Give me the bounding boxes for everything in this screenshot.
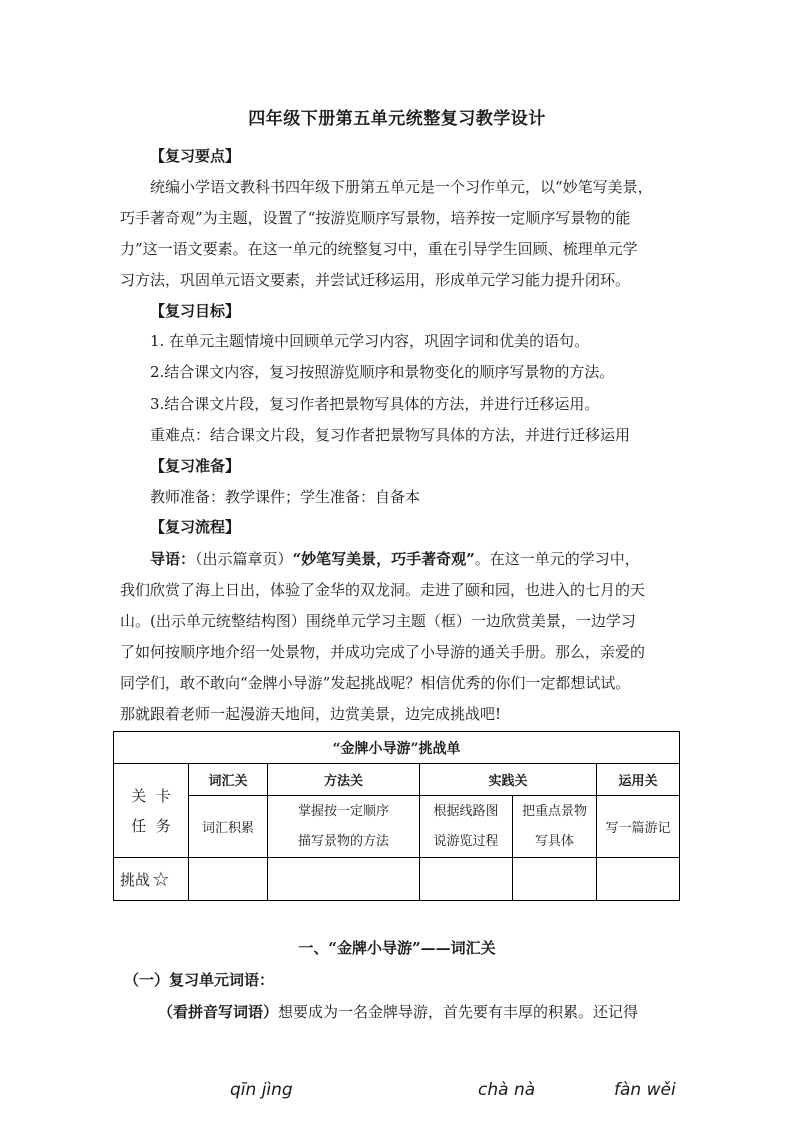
- section-paragraph: [158, 1002, 688, 1022]
- task-line: 写具体: [534, 833, 574, 849]
- level-header: 运用关: [596, 763, 680, 796]
- goal-item: 2.结合课文内容，复习按照游览顺序和景物变化的顺序写景物的方法。: [150, 363, 615, 381]
- challenge-input-cell: [512, 857, 597, 901]
- task-cell: 词汇积累: [188, 795, 268, 858]
- task-line: 把重点景物: [521, 803, 587, 819]
- task-line: 掌握按一定顺序: [297, 803, 389, 819]
- task-cell: [512, 795, 597, 858]
- lead-line: [150, 549, 685, 569]
- goals-heading: 【复习目标】: [150, 302, 241, 320]
- challenge-table: [113, 731, 680, 901]
- flow-line: 了如何按顺序地介绍一处景物，并成功完成了小导游的通关手册。那么，亲爱的: [120, 643, 646, 661]
- task-cell: [419, 795, 513, 858]
- pinyin-prompt: fàn wěi: [614, 1080, 676, 1100]
- lead-rest: 。在这一单元的学习中，: [474, 550, 640, 568]
- prep-text: 教师准备：教学课件；学生准备：自备本: [150, 488, 421, 506]
- challenge-label: 挑战: [120, 870, 151, 889]
- challenge-label-cell: [113, 857, 189, 901]
- task-line: 描写景物的方法: [297, 833, 389, 849]
- key-points-line: 力”这一语文要素。在这一单元的统整复习中，重在引导学生回顾、梳理单元学: [120, 240, 638, 258]
- challenge-input-cell: [188, 857, 268, 901]
- row-label-cell: [113, 763, 189, 858]
- task-cell: 写一篇游记: [596, 795, 680, 858]
- key-points-line: 习方法，巩固单元语文要素，并尝试迁移运用，形成单元学习能力提升闭环。: [120, 271, 631, 289]
- flow-line: 我们欣赏了海上日出，体验了金华的双龙洞。走进了颐和园，也进入的七月的天: [120, 581, 646, 599]
- flow-line: 山。(出示单元统整结构图）围绕单元学习主题（框）一边欣赏美景，一边学习: [120, 612, 636, 630]
- lead-label: 导语：: [150, 550, 196, 568]
- level-header: 方法关: [267, 763, 420, 796]
- prep-heading: 【复习准备】: [150, 457, 241, 475]
- key-points-heading: 【复习要点】: [150, 147, 241, 165]
- document-title: 四年级下册第五单元统整复习教学设计: [248, 109, 546, 129]
- pinyin-prompt: chà nà: [478, 1080, 536, 1100]
- level-header: 词汇关: [188, 763, 268, 796]
- key-points-line: 统编小学语文教科书四年级下册第五单元是一个习作单元，以“妙笔写美景，: [150, 178, 653, 196]
- flow-line: 那就跟着老师一起漫游天地间，边赏美景，边完成挑战吧!: [120, 705, 502, 723]
- para-label: （看拼音写词语）: [158, 1003, 279, 1021]
- flow-line: 同学们，敢不敢向“金牌小导游”发起挑战呢？相信优秀的你们一定都想试试。: [120, 674, 631, 692]
- table-title: “金牌小导游”挑战单: [113, 731, 680, 764]
- challenge-input-cell: [419, 857, 513, 901]
- flow-heading: 【复习流程】: [150, 518, 241, 536]
- task-line: 根据线路图: [433, 803, 499, 819]
- para-text: 想要成为一名金牌导游，首先要有丰厚的积累。还记得: [278, 1003, 639, 1021]
- row-label-bottom: 任 务: [131, 816, 171, 835]
- task-cell: [267, 795, 420, 858]
- lead-paren: （出示篇章页）: [195, 550, 293, 568]
- section-heading: 一、“金牌小导游”——词汇关: [298, 939, 496, 957]
- goal-item: 1. 在单元主题情境中回顾单元学习内容，巩固字词和优美的语句。: [150, 332, 590, 350]
- pinyin-prompt: qīn jìng: [230, 1080, 293, 1100]
- key-points-line: 巧手著奇观”为主题，设置了“按游览顺序写景物，培养按一定顺序写景物的能: [120, 209, 631, 227]
- task-line: 说游览过程: [433, 833, 499, 849]
- challenge-input-cell: [596, 857, 680, 901]
- challenge-input-cell: [267, 857, 420, 901]
- row-label-top: 关 卡: [131, 786, 171, 805]
- goal-item: 3.结合课文片段，复习作者把景物写具体的方法，并进行迁移运用。: [150, 395, 600, 413]
- lead-quote: “妙笔写美景，巧手著奇观”: [292, 550, 475, 568]
- subsection-heading: （一）复习单元词语：: [124, 971, 275, 989]
- key-difficulty: 重难点：结合课文片段，复习作者把景物写具体的方法，并进行迁移运用: [150, 426, 631, 444]
- level-header: 实践关: [419, 763, 597, 796]
- star-icon: ☆: [152, 867, 170, 891]
